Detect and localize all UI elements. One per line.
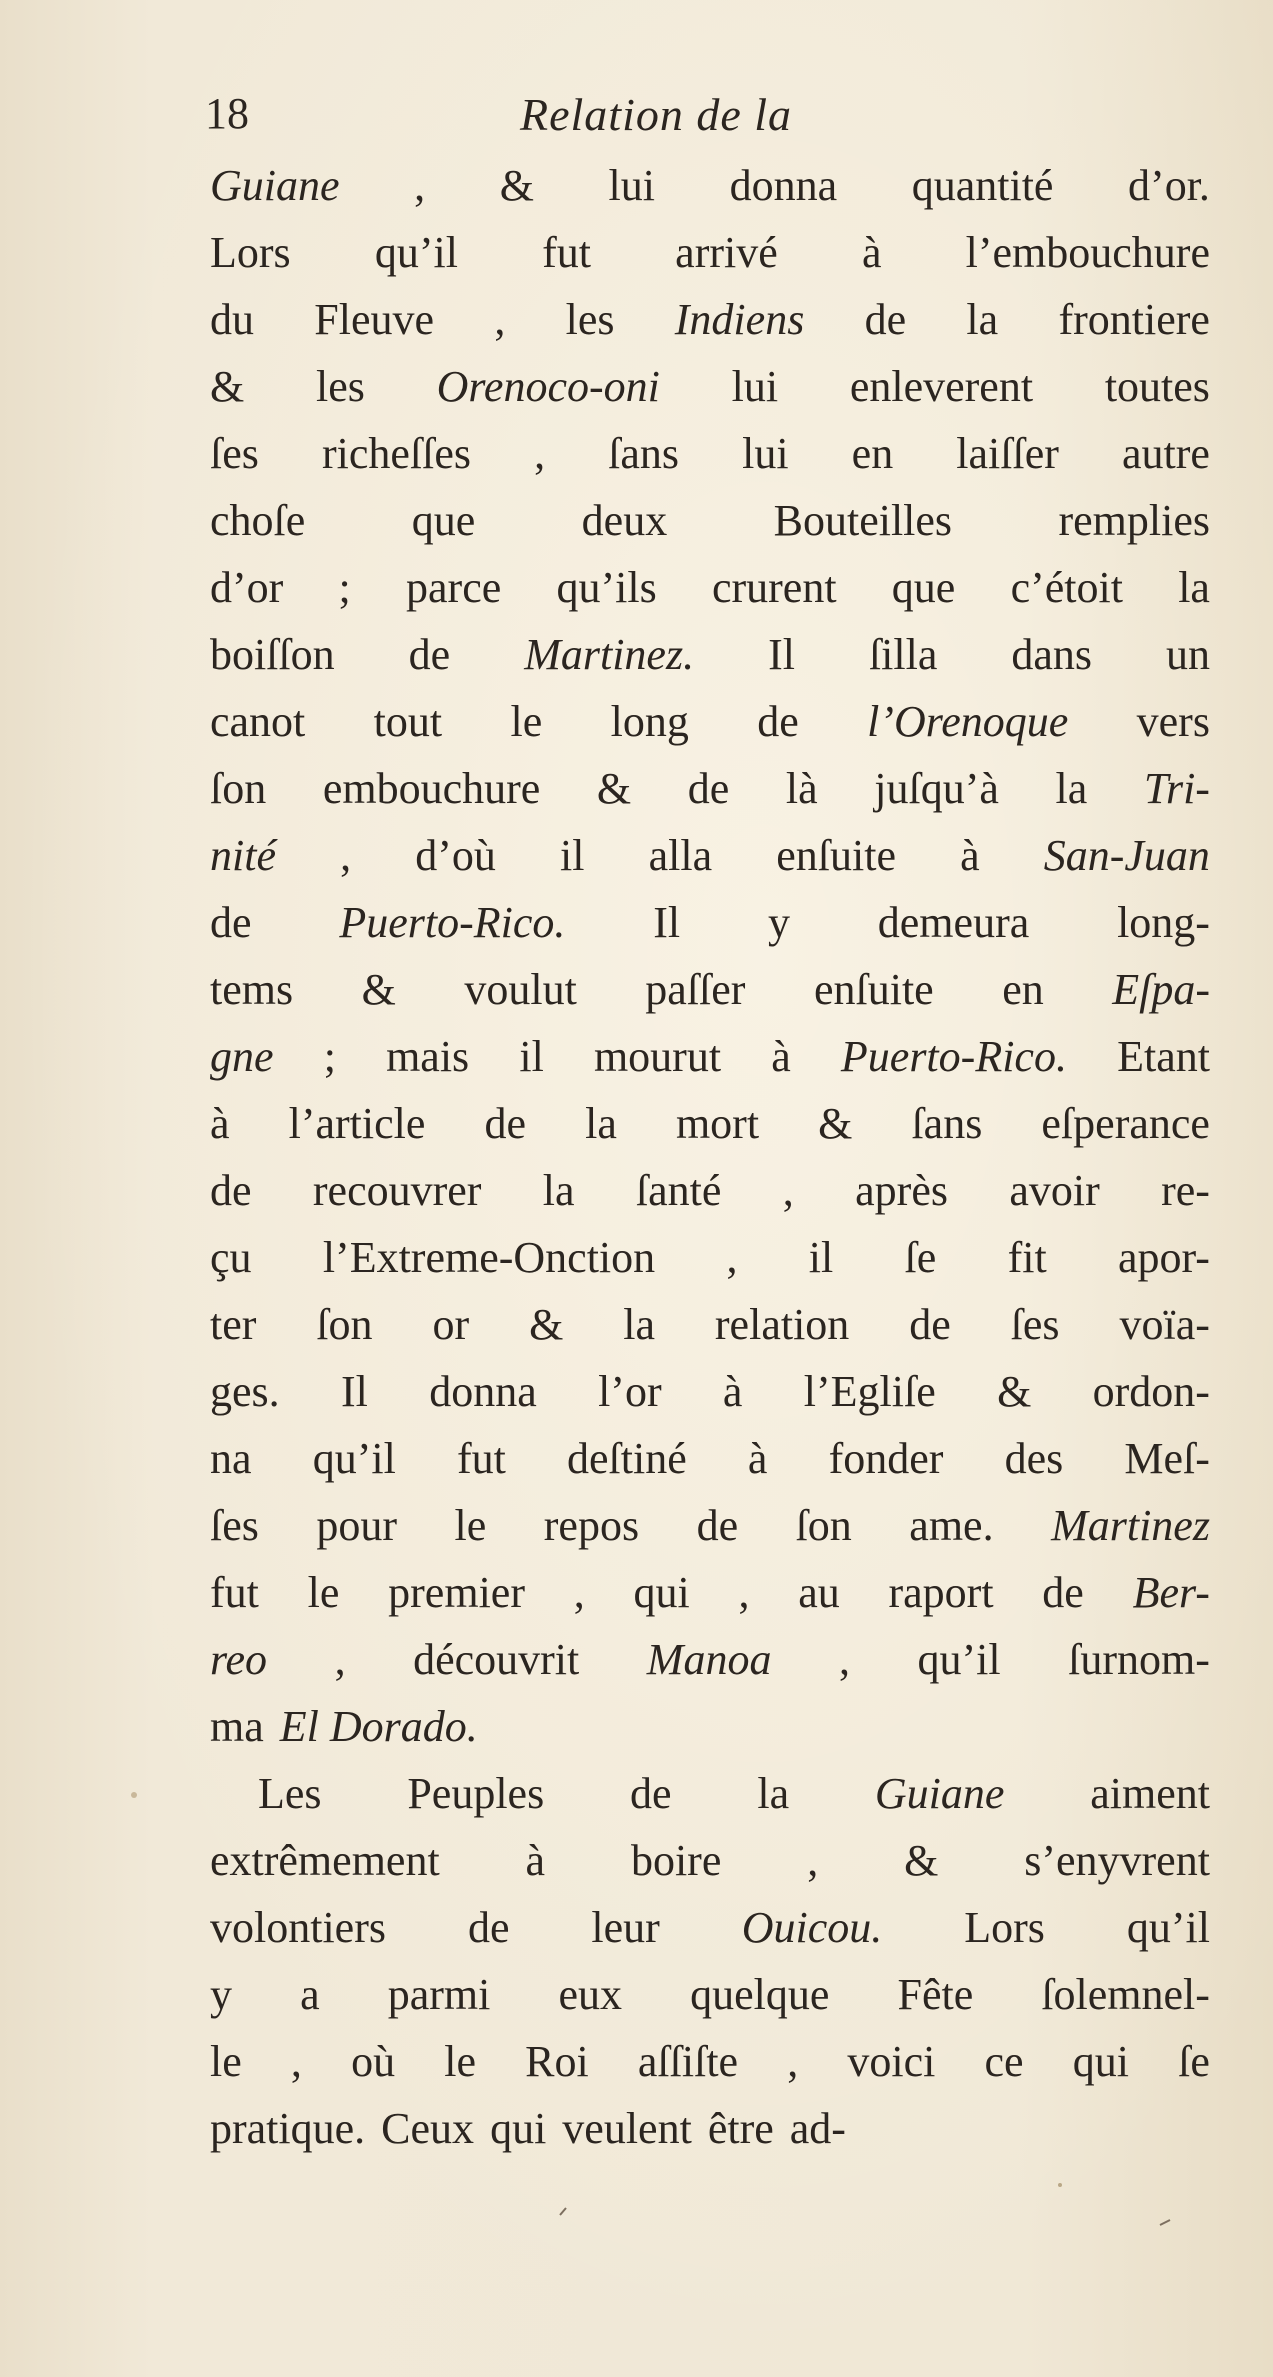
text-word: crurent	[711, 563, 837, 612]
text-word: Meſ-	[1124, 1434, 1210, 1483]
text-word: qui	[490, 2104, 547, 2153]
text-word: aſſiſte	[637, 2037, 739, 2086]
text-word: ma	[210, 1702, 264, 1751]
text-word: ter	[210, 1300, 257, 1349]
text-word: de	[687, 764, 730, 813]
text-line	[210, 1827, 1210, 1894]
text-word: volontiers	[210, 1903, 386, 1952]
text-word: qui	[633, 1568, 690, 1617]
text-word: raport	[888, 1568, 994, 1617]
text-word: El Dorado.	[279, 1702, 478, 1751]
text-word: y	[210, 1970, 232, 2019]
text-word: eſperance	[1041, 1099, 1210, 1148]
text-word: donna	[429, 1367, 537, 1416]
text-word: ſon	[316, 1300, 373, 1349]
text-word: mais	[386, 1032, 470, 1081]
text-word: relation	[714, 1300, 850, 1349]
text-word: tout	[373, 697, 443, 746]
text-word: ſon	[795, 1501, 852, 1550]
text-word: laiſſer	[956, 429, 1059, 478]
text-word: de	[484, 1099, 527, 1148]
text-line	[210, 1023, 1210, 1090]
text-line	[210, 889, 1210, 956]
text-word: eux	[558, 1970, 622, 2019]
text-word: le	[454, 1501, 487, 1550]
text-line	[210, 1961, 1210, 2028]
text-word: l’article	[288, 1099, 426, 1148]
text-word: c’étoit	[1010, 563, 1123, 612]
text-word: de	[864, 295, 907, 344]
text-line	[210, 353, 1210, 420]
text-line	[210, 2095, 1210, 2162]
text-word: au	[798, 1568, 840, 1617]
text-word: quantité	[911, 161, 1054, 210]
text-line	[210, 1090, 1210, 1157]
text-word: reo	[210, 1635, 268, 1684]
text-word: où	[351, 2037, 396, 2086]
text-line	[210, 621, 1210, 688]
text-word: du	[210, 295, 254, 344]
text-word: boire	[630, 1836, 722, 1885]
text-word: enſuite	[776, 831, 896, 880]
text-word: ſe	[904, 1233, 937, 1282]
text-word: qu’il	[1126, 1903, 1210, 1952]
text-word: qu’il	[374, 228, 458, 277]
text-word: Etant	[1117, 1032, 1210, 1081]
text-word: voici	[847, 2037, 936, 2086]
text-word: mort	[675, 1099, 760, 1148]
text-word: découvrit	[413, 1635, 580, 1684]
text-word: ,	[290, 2037, 302, 2086]
text-line	[210, 1894, 1210, 1961]
text-word: des	[1004, 1434, 1064, 1483]
text-word: ,	[726, 1233, 738, 1282]
text-word: l’Egliſe	[803, 1367, 936, 1416]
text-word: fut	[542, 228, 591, 277]
text-word: arrivé	[675, 228, 778, 277]
text-word: parce	[406, 563, 502, 612]
text-word: Les	[258, 1769, 322, 1818]
text-word: s’enyvrent	[1024, 1836, 1210, 1885]
text-word: ,	[534, 429, 546, 478]
text-word: la	[623, 1300, 655, 1349]
text-line	[210, 755, 1210, 822]
text-word: de	[408, 630, 451, 679]
text-word: un	[1166, 630, 1210, 679]
text-line	[210, 420, 1210, 487]
text-word: lui	[608, 161, 655, 210]
text-word: de	[757, 697, 799, 746]
text-word: apor-	[1117, 1233, 1210, 1282]
text-word: Indiens	[674, 295, 805, 344]
text-word: remplies	[1058, 496, 1210, 545]
text-word: çu	[210, 1233, 252, 1282]
text-word: ſes	[1010, 1300, 1060, 1349]
text-word: ,	[573, 1568, 585, 1617]
text-word: &	[210, 362, 245, 411]
text-line	[210, 1559, 1210, 1626]
text-line	[210, 688, 1210, 755]
text-word: ,	[738, 1568, 750, 1617]
text-word: ges.	[210, 1367, 280, 1416]
text-word: ſolemnel-	[1041, 1970, 1210, 2019]
text-word: &	[361, 965, 396, 1014]
text-word: choſe	[210, 496, 306, 545]
text-word: Ber-	[1132, 1568, 1210, 1617]
text-word: en	[1002, 965, 1044, 1014]
text-word: qu’il	[917, 1635, 1001, 1684]
text-word: que	[891, 563, 956, 612]
text-line	[210, 1425, 1210, 1492]
text-word: Lors	[210, 228, 291, 277]
text-word: na	[210, 1434, 252, 1483]
text-word: fut	[210, 1568, 259, 1617]
text-word: en	[851, 429, 894, 478]
text-word: il	[519, 1032, 544, 1081]
text-word: gne	[210, 1032, 274, 1081]
text-word: l’or	[598, 1367, 662, 1416]
text-line	[210, 1291, 1210, 1358]
text-word: long	[610, 697, 689, 746]
text-word: ,	[494, 295, 506, 344]
text-word: la	[757, 1769, 790, 1818]
text-line	[210, 1358, 1210, 1425]
text-word: ſans	[608, 429, 680, 478]
text-word: Guiane	[210, 161, 340, 210]
text-word: qu’ils	[556, 563, 657, 612]
text-word: Roi	[525, 2037, 589, 2086]
text-word: Il	[768, 630, 795, 679]
text-word: ſilla	[868, 630, 938, 679]
text-word: à	[960, 831, 980, 880]
text-word: le	[307, 1568, 340, 1617]
text-word: à	[771, 1032, 791, 1081]
text-word: recouvrer	[312, 1166, 482, 1215]
text-line	[210, 2028, 1210, 2095]
text-word: aiment	[1090, 1769, 1210, 1818]
text-word: fut	[456, 1434, 506, 1483]
text-word: d’où	[415, 831, 496, 880]
text-word: deux	[581, 496, 668, 545]
text-word: fit	[1007, 1233, 1047, 1282]
text-word: la	[1178, 563, 1210, 612]
text-word: pratique.	[210, 2104, 366, 2153]
text-word: premier	[388, 1568, 525, 1617]
text-word: de	[630, 1769, 672, 1818]
text-word: veulent	[562, 2104, 692, 2153]
text-word: enſuite	[813, 965, 934, 1014]
text-word: ,	[340, 831, 352, 880]
text-word: Eſpa-	[1112, 965, 1210, 1014]
text-word: &	[818, 1099, 853, 1148]
text-line	[210, 286, 1210, 353]
text-line	[210, 1760, 1210, 1827]
text-word: là	[785, 764, 818, 813]
text-word: Peuples	[407, 1769, 545, 1818]
text-line	[210, 219, 1210, 286]
running-head	[205, 88, 1105, 158]
text-word: Orenoco-oni	[436, 362, 660, 411]
text-word: quelque	[690, 1970, 830, 2019]
text-word: Ouicou.	[741, 1903, 883, 1952]
text-word: qui	[1072, 2037, 1129, 2086]
text-word: autre	[1121, 429, 1210, 478]
page-number: 18	[205, 89, 249, 138]
text-word: repos	[543, 1501, 640, 1550]
text-line	[210, 956, 1210, 1023]
text-word: lui	[742, 429, 789, 478]
text-word: Fleuve	[314, 295, 435, 344]
text-word: Fête	[897, 1970, 974, 2019]
text-word: a	[300, 1970, 320, 2019]
text-word: Il	[653, 898, 681, 947]
text-word: l’embouchure	[965, 228, 1210, 277]
text-word: Il	[340, 1367, 368, 1416]
text-word: à	[747, 1434, 768, 1483]
text-word: de	[1042, 1568, 1084, 1617]
text-word: enleverent	[849, 362, 1034, 411]
text-line	[210, 1492, 1210, 1559]
text-word: vers	[1136, 697, 1210, 746]
text-line	[210, 152, 1210, 219]
text-word: long-	[1117, 898, 1210, 947]
text-line	[210, 554, 1210, 621]
text-word: la	[542, 1166, 575, 1215]
text-word: ;	[323, 1032, 336, 1081]
text-word: ordon-	[1092, 1367, 1210, 1416]
text-word: nité	[210, 831, 276, 880]
text-word: Puerto-Rico.	[339, 898, 566, 947]
text-word: le	[510, 697, 543, 746]
text-word: juſqu’à	[874, 764, 999, 813]
text-word: Martinez.	[524, 630, 695, 679]
text-word: à	[210, 1099, 230, 1148]
text-word: demeura	[877, 898, 1030, 947]
text-word: à	[861, 228, 882, 277]
text-word: de	[210, 898, 252, 947]
text-line	[210, 1626, 1210, 1693]
text-word: Martinez	[1051, 1501, 1210, 1550]
text-word: toutes	[1104, 362, 1210, 411]
text-word: ce	[984, 2037, 1024, 2086]
text-word: l’Orenoque	[867, 697, 1069, 746]
text-word: les	[316, 362, 365, 411]
text-word: mourut	[593, 1032, 722, 1081]
text-word: parmi	[387, 1970, 491, 2019]
text-word: ,	[838, 1635, 850, 1684]
text-word: deſtiné	[567, 1434, 687, 1483]
text-word: voulut	[464, 965, 577, 1014]
text-word: y	[767, 898, 790, 947]
text-word: San-Juan	[1043, 831, 1210, 880]
text-word: ſon	[210, 764, 267, 813]
text-word: de	[696, 1501, 739, 1550]
text-word: Puerto-Rico.	[840, 1032, 1067, 1081]
text-word: Guiane	[874, 1769, 1005, 1818]
text-word: la	[966, 295, 999, 344]
text-word: après	[855, 1166, 948, 1215]
text-word: la	[1055, 764, 1088, 813]
text-word: alla	[648, 831, 713, 880]
text-word: &	[904, 1836, 939, 1885]
text-line	[210, 1693, 1210, 1760]
text-word: ,	[787, 2037, 799, 2086]
text-line	[210, 1224, 1210, 1291]
text-word: ;	[338, 563, 351, 612]
text-word: à	[722, 1367, 743, 1416]
text-word: ,	[807, 1836, 819, 1885]
text-word: canot	[210, 697, 306, 746]
text-word: le	[210, 2037, 242, 2086]
text-word: ſe	[1178, 2037, 1210, 2086]
text-word: il	[808, 1233, 834, 1282]
text-word: embouchure	[322, 764, 541, 813]
text-word: être	[707, 2104, 774, 2153]
text-word: ſans	[911, 1099, 983, 1148]
text-word: re-	[1161, 1166, 1210, 1215]
text-word: Tri-	[1143, 764, 1210, 813]
text-word: d’or	[210, 563, 284, 612]
text-word: boiſſon	[210, 630, 335, 679]
text-word: or	[432, 1300, 470, 1349]
text-word: ame.	[909, 1501, 994, 1550]
text-word: qu’il	[312, 1434, 396, 1483]
text-word: Manoa	[646, 1635, 772, 1684]
text-word: avoir	[1009, 1166, 1100, 1215]
text-word: extrêmement	[210, 1836, 440, 1885]
text-word: donna	[729, 161, 838, 210]
text-word: &	[997, 1367, 1032, 1416]
text-word: de	[909, 1300, 951, 1349]
text-word: la	[585, 1099, 617, 1148]
text-word: l’Extreme-Onction	[322, 1233, 656, 1282]
text-word: de	[467, 1903, 510, 1952]
text-word: &	[596, 764, 632, 813]
text-word: à	[525, 1836, 546, 1885]
text-word: ſanté	[635, 1166, 722, 1215]
text-word: richeſſes	[321, 429, 472, 478]
text-word: &	[529, 1300, 564, 1349]
text-line	[210, 1157, 1210, 1224]
text-word: le	[444, 2037, 476, 2086]
text-word: ,	[414, 161, 426, 210]
text-word: leur	[591, 1903, 660, 1952]
text-word: frontiere	[1058, 295, 1210, 344]
text-word: &	[499, 161, 534, 210]
text-word: d’or.	[1128, 161, 1210, 210]
text-word: de	[210, 1166, 252, 1215]
text-word: fonder	[828, 1434, 944, 1483]
text-word: lui	[731, 362, 779, 411]
text-word: voïa-	[1119, 1300, 1210, 1349]
text-word: paſſer	[645, 965, 746, 1014]
text-word: ſes	[210, 429, 259, 478]
text-word: Bouteilles	[773, 496, 953, 545]
text-word: ,	[782, 1166, 794, 1215]
text-line	[210, 822, 1210, 889]
text-word: tems	[210, 965, 294, 1014]
text-word: ad-	[789, 2104, 846, 2153]
text-word: pour	[316, 1501, 398, 1550]
text-line	[210, 487, 1210, 554]
text-word: les	[565, 295, 615, 344]
text-word: ſurnom-	[1068, 1635, 1210, 1684]
text-word: Lors	[964, 1903, 1045, 1952]
text-word: ,	[334, 1635, 346, 1684]
running-title: Relation de la	[520, 89, 793, 140]
text-word: dans	[1011, 630, 1093, 679]
text-word: Ceux	[381, 2104, 475, 2153]
body-text	[210, 152, 1210, 2162]
text-word: ſes	[210, 1501, 259, 1550]
text-word: il	[560, 831, 585, 880]
text-word: que	[411, 496, 476, 545]
